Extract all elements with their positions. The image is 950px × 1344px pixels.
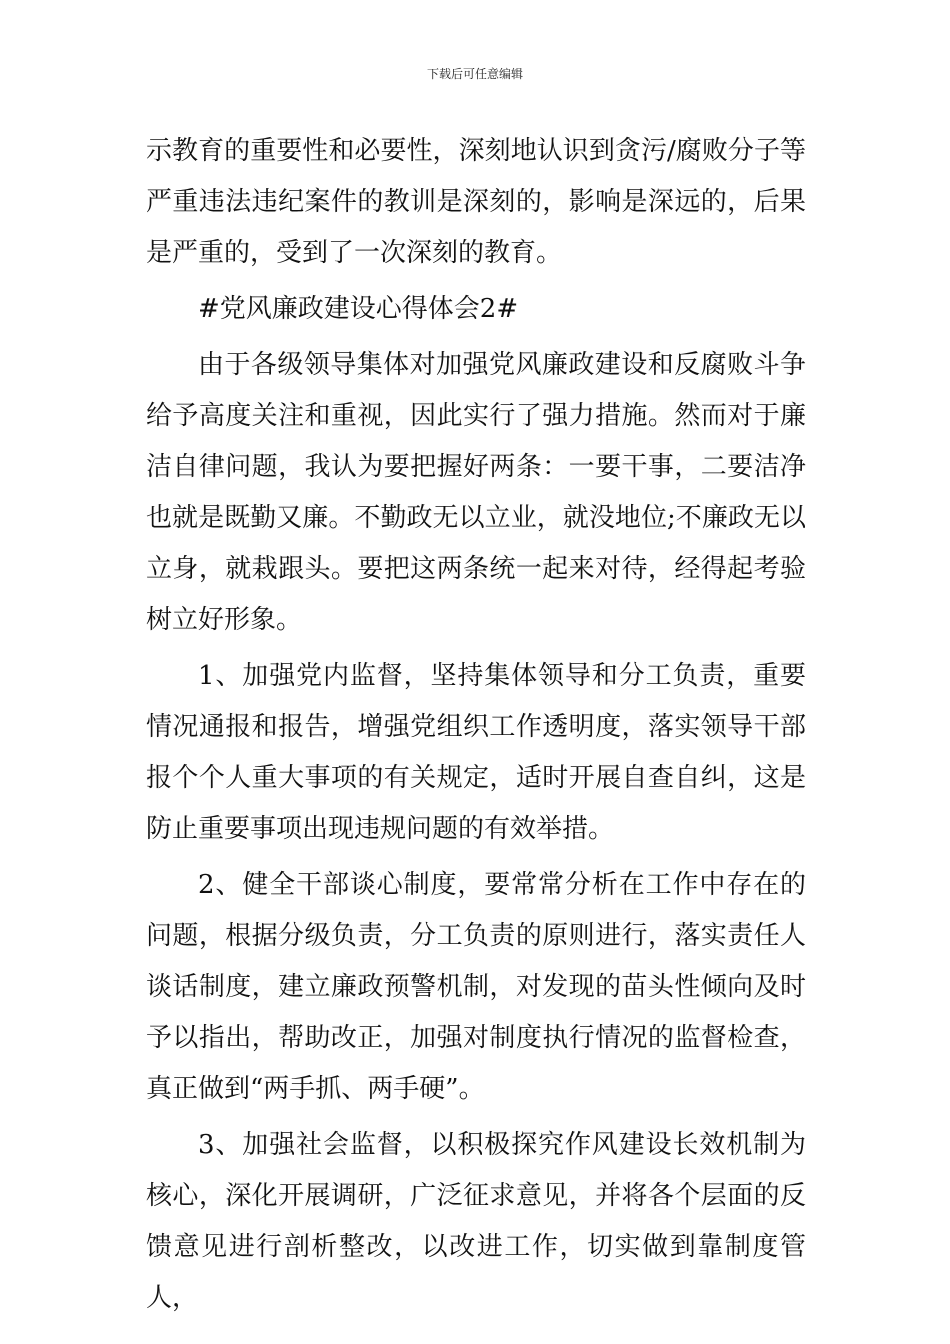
document-body bbox=[146, 126, 806, 1324]
paragraph-continuation: 示教育的重要性和必要性，深刻地认识到贪污/腐败分子等严重违法违纪案件的教训是深刻的，影响是深远的，后果是严重的，受到了一次深刻的教育。 bbox=[146, 136, 806, 268]
paragraph-item-3: 3、加强社会监督，以积极探究作风建设长效机制为核心，深化开展调研，广泛征求意见，并将各个层面的反馈意见进行剖析整改，以改进工作，切实做到靠制度管人， bbox=[146, 1130, 806, 1313]
page-header: 下载后可任意编辑 bbox=[426, 67, 523, 81]
section-heading: #党风廉政建设心得体会2# bbox=[198, 294, 519, 324]
paragraph-item-2: 2、健全干部谈心制度，要常常分析在工作中存在的问题，根据分级负责，分工负责的原则进行，落实责任人谈话制度，建立廉政预警机制，对发现的苗头性倾向及时予以指出，帮助改正，加强对制度执行情况的监督检查，真正做到“两手抓、两手硬”。 bbox=[146, 870, 806, 1104]
paragraph-item-1: 1、加强党内监督，坚持集体领导和分工负责，重要情况通报和报告，增强党组织工作透明度，落实领导干部报个个人重大事项的有关规定，适时开展自查自纠，这是防止重要事项出现违规问题的有效举措。 bbox=[146, 661, 806, 844]
paragraph-intro: 由于各级领导集体对加强党风廉政建设和反腐败斗争给予高度关注和重视，因此实行了强力措施。然而对于廉洁自律问题，我认为要把握好两条：一要干事，二要洁净也就是既勤又廉。不勤政无以立业，就没地位;不廉政无以立身，就栽跟头。要把这两条统一起来对待，经得起考验树立好形象。 bbox=[146, 350, 806, 635]
